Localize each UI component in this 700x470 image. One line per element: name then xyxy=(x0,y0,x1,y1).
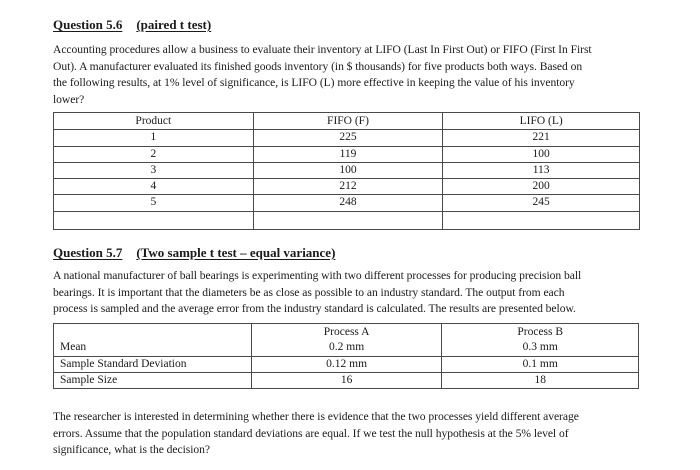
question-5-7-text xyxy=(53,268,653,318)
question-5-6-line-3: the following results, at 1% level of significance, is LIFO (L) more effective in keeping the value of his inventory xyxy=(53,76,575,89)
product-cell: 3 xyxy=(54,162,254,178)
column-header-process-b: Process B xyxy=(442,324,639,341)
process-a-cell: 0.2 mm xyxy=(251,340,442,356)
question-5-7-closing-line-1: The researcher is interested in determining whether there is evidence that the two processes yield different average xyxy=(53,410,579,423)
table-row xyxy=(54,162,640,178)
question-5-6-heading xyxy=(53,17,211,32)
table-header-row xyxy=(54,113,640,130)
column-header-process-a: Process A xyxy=(251,324,442,341)
lifo-cell: 113 xyxy=(443,162,640,178)
table-row xyxy=(54,146,640,162)
question-5-7-closing-line-3: significance, what is the decision? xyxy=(53,443,210,456)
question-5-7-line-1: A national manufacturer of ball bearings is experimenting with two different processes for producing precision ball xyxy=(53,269,582,282)
inventory-table xyxy=(53,112,640,230)
product-cell: 2 xyxy=(54,146,254,162)
table-row xyxy=(54,130,640,146)
lifo-cell: 200 xyxy=(443,179,640,195)
question-5-7-subtitle: (Two sample t test – equal variance) xyxy=(136,245,336,260)
question-5-7-line-3: process is sampled and the average error from the industry standard is calculated. The results are presented below. xyxy=(53,302,576,315)
row-label-cell: Mean xyxy=(54,340,252,356)
table-row xyxy=(54,372,639,388)
table-empty-row xyxy=(54,211,640,229)
question-5-7-closing-text xyxy=(53,409,653,459)
process-b-cell: 0.3 mm xyxy=(442,340,639,356)
table-row xyxy=(54,195,640,211)
table-row xyxy=(54,356,639,372)
fifo-cell: 225 xyxy=(253,130,443,146)
question-5-6-text xyxy=(53,42,653,108)
column-header-lifo: LIFO (L) xyxy=(443,113,640,130)
lifo-cell: 100 xyxy=(443,146,640,162)
question-5-6-line-1: Accounting procedures allow a business to evaluate their inventory at LIFO (Last In First Out) or FIFO (First In First xyxy=(53,43,592,56)
lifo-cell: 221 xyxy=(443,130,640,146)
row-label-cell: Sample Size xyxy=(54,372,252,388)
table-row xyxy=(54,340,639,356)
product-cell: 4 xyxy=(54,179,254,195)
product-cell: 5 xyxy=(54,195,254,211)
column-header-product: Product xyxy=(54,113,254,130)
question-5-7-heading xyxy=(53,245,335,260)
product-cell: 1 xyxy=(54,130,254,146)
process-a-cell: 0.12 mm xyxy=(251,356,442,372)
table-header-row xyxy=(54,324,639,341)
question-5-6-line-4: lower? xyxy=(53,92,85,106)
question-5-7-line-2: bearings. It is important that the diameters be as close as possible to an industry standard. The output from each xyxy=(53,285,565,299)
question-5-7-number: Question 5.7 xyxy=(53,245,123,260)
fifo-cell: 248 xyxy=(253,195,443,211)
process-comparison-table xyxy=(53,323,639,389)
table-row xyxy=(54,179,640,195)
question-5-6-line-2: Out). A manufacturer evaluated its finished goods inventory (in $ thousands) for five products both ways. Based on xyxy=(53,59,583,73)
process-b-cell: 18 xyxy=(442,372,639,388)
column-header-blank xyxy=(54,324,252,341)
question-5-7-closing-line-2: errors. Assume that the population standard deviations are equal. If we test the null hypothesis at the 5% level of xyxy=(53,426,569,440)
process-b-cell: 0.1 mm xyxy=(442,356,639,372)
question-5-6-subtitle: (paired t test) xyxy=(136,17,212,32)
column-header-fifo: FIFO (F) xyxy=(253,113,443,130)
lifo-cell: 245 xyxy=(443,195,640,211)
fifo-cell: 119 xyxy=(253,146,443,162)
question-5-6-number: Question 5.6 xyxy=(53,17,123,32)
row-label-cell: Sample Standard Deviation xyxy=(54,356,252,372)
fifo-cell: 212 xyxy=(253,179,443,195)
process-a-cell: 16 xyxy=(251,372,442,388)
fifo-cell: 100 xyxy=(253,162,443,178)
